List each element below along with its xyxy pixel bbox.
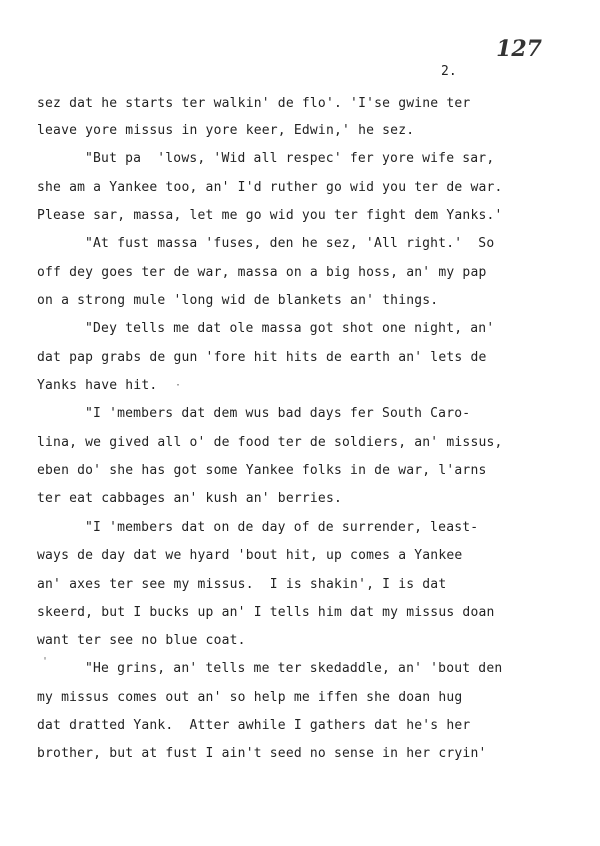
text-line: she am a Yankee too, an' I'd ruther go wid you ter de war. [37, 180, 503, 195]
text-line: "He grins, an' tells me ter skedaddle, an' 'bout den [85, 661, 503, 676]
text-line: lina, we gived all o' de food ter de soldiers, an' missus, [37, 435, 503, 450]
text-line: brother, but at fust I ain't seed no sense in her cryin' [37, 746, 487, 761]
stray-mark: ' [42, 656, 49, 667]
text-line: skeerd, but I bucks up an' I tells him dat my missus doan [37, 605, 495, 620]
text-line: my missus comes out an' so help me iffen she doan hug [37, 690, 463, 705]
text-line: Yanks have hit. [37, 378, 158, 393]
page-number: 127 [496, 36, 542, 62]
text-line: "I 'members dat on de day of de surrender, least- [85, 520, 479, 535]
text-line: off dey goes ter de war, massa on a big hoss, an' my pap [37, 265, 487, 280]
sub-page-number: 2. [441, 64, 457, 79]
text-line: dat dratted Yank. Atter awhile I gathers dat he's her [37, 718, 471, 733]
text-line: Please sar, massa, let me go wid you ter fight dem Yanks.' [37, 208, 503, 223]
text-line: leave yore missus in yore keer, Edwin,' he sez. [37, 123, 415, 138]
text-line: "At fust massa 'fuses, den he sez, 'All right.' So [85, 236, 495, 251]
text-line: eben do' she has got some Yankee folks in de war, l'arns [37, 463, 487, 478]
text-line: on a strong mule 'long wid de blankets an' things. [37, 293, 439, 308]
text-line: "Dey tells me dat ole massa got shot one night, an' [85, 321, 495, 336]
text-line: sez dat he starts ter walkin' de flo'. 'I'se gwine ter [37, 96, 471, 111]
text-line: "But pa 'lows, 'Wid all respec' fer yore wife sar, [85, 151, 495, 166]
text-line: an' axes ter see my missus. I is shakin', I is dat [37, 577, 447, 592]
text-line: dat pap grabs de gun 'fore hit hits de earth an' lets de [37, 350, 487, 365]
text-line: "I 'members dat dem wus bad days fer South Caro- [85, 406, 471, 421]
text-line: ways de day dat we hyard 'bout hit, up comes a Yankee [37, 548, 463, 563]
stray-mark: · [175, 380, 182, 391]
text-line: want ter see no blue coat. [37, 633, 246, 648]
text-line: ter eat cabbages an' kush an' berries. [37, 491, 343, 506]
